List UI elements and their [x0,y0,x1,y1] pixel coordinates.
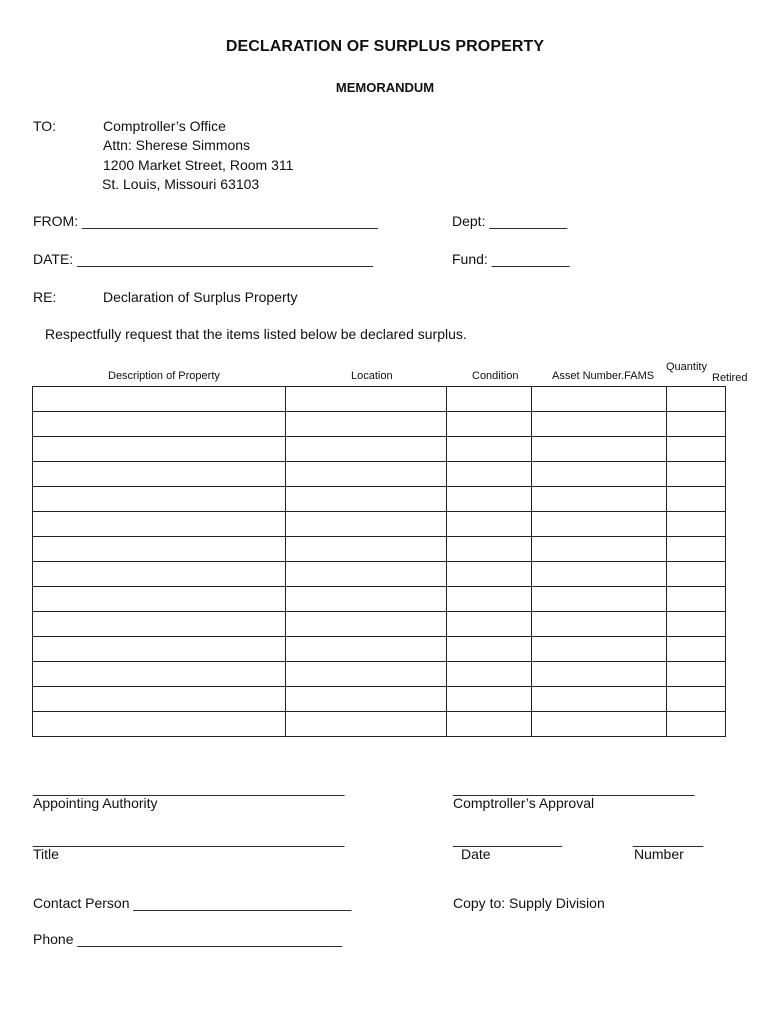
condition-cell[interactable] [447,512,532,537]
asset-number-cell[interactable] [532,487,667,512]
header-quantity: Quantity [666,361,707,373]
description-cell[interactable] [33,462,286,487]
appointing-authority-label: Appointing Authority [33,795,158,811]
location-cell[interactable] [286,562,447,587]
quantity-cell[interactable] [667,587,726,612]
fund-field[interactable]: Fund: __________ [452,251,570,267]
condition-cell[interactable] [447,462,532,487]
asset-number-cell[interactable] [532,612,667,637]
quantity-cell[interactable] [667,412,726,437]
asset-number-cell[interactable] [532,437,667,462]
dept-field[interactable]: Dept: __________ [452,213,568,229]
asset-number-cell[interactable] [532,587,667,612]
location-cell[interactable] [286,412,447,437]
quantity-cell[interactable] [667,612,726,637]
document-subtitle: MEMORANDUM [335,80,435,95]
table-row [33,437,726,462]
asset-number-cell[interactable] [532,412,667,437]
asset-number-cell[interactable] [532,562,667,587]
table-row [33,687,726,712]
location-cell[interactable] [286,537,447,562]
condition-cell[interactable] [447,437,532,462]
location-cell[interactable] [286,462,447,487]
location-cell[interactable] [286,637,447,662]
header-location: Location [351,370,393,382]
date-label: Date [461,846,491,862]
table-row [33,662,726,687]
description-cell[interactable] [33,512,286,537]
to-line-street: 1200 Market Street, Room 311 [103,157,294,173]
description-cell[interactable] [33,612,286,637]
description-cell[interactable] [33,587,286,612]
comptroller-approval-label: Comptroller’s Approval [453,795,595,811]
location-cell[interactable] [286,662,447,687]
number-label: Number [634,846,684,862]
title-label: Title [33,846,59,862]
asset-number-cell[interactable] [532,712,667,737]
asset-number-cell[interactable] [532,637,667,662]
to-line-city: St. Louis, Missouri 63103 [102,176,260,192]
table-row [33,562,726,587]
table-row [33,462,726,487]
description-cell[interactable] [33,637,286,662]
appointing-authority-line[interactable]: ________________________________________ [33,780,345,796]
condition-cell[interactable] [447,612,532,637]
condition-cell[interactable] [447,562,532,587]
asset-number-cell[interactable] [532,387,667,412]
location-cell[interactable] [286,387,447,412]
table-row [33,712,726,737]
number-line[interactable]: _________ [633,831,704,847]
title-line[interactable]: ________________________________________ [33,831,345,847]
condition-cell[interactable] [447,587,532,612]
document-title: DECLARATION OF SURPLUS PROPERTY [225,38,545,55]
condition-cell[interactable] [447,412,532,437]
asset-number-cell[interactable] [532,537,667,562]
copy-to-text: Copy to: Supply Division [453,895,605,911]
from-field[interactable]: FROM: ______________________________________ [33,213,378,229]
quantity-cell[interactable] [667,662,726,687]
description-cell[interactable] [33,662,286,687]
contact-person-field[interactable]: Contact Person ____________________________ [33,895,352,911]
condition-cell[interactable] [447,487,532,512]
to-line-office: Comptroller’s Office [103,118,226,134]
condition-cell[interactable] [447,687,532,712]
phone-field[interactable]: Phone __________________________________ [33,931,343,947]
header-retired: Retired [712,372,748,384]
table-row [33,612,726,637]
location-cell[interactable] [286,487,447,512]
description-cell[interactable] [33,437,286,462]
header-condition: Condition [472,370,519,382]
table-row [33,537,726,562]
condition-cell[interactable] [447,712,532,737]
quantity-cell[interactable] [667,537,726,562]
asset-number-cell[interactable] [532,662,667,687]
quantity-cell[interactable] [667,687,726,712]
quantity-cell[interactable] [667,437,726,462]
description-cell[interactable] [33,387,286,412]
asset-number-cell[interactable] [532,687,667,712]
description-cell[interactable] [33,562,286,587]
location-cell[interactable] [286,587,447,612]
asset-number-cell[interactable] [532,462,667,487]
date-field[interactable]: DATE: ______________________________________ [33,251,373,267]
asset-number-cell[interactable] [532,512,667,537]
header-description: Description of Property [108,370,220,382]
table-row [33,512,726,537]
location-cell[interactable] [286,612,447,637]
quantity-cell[interactable] [667,462,726,487]
to-label: TO: [33,118,57,134]
description-cell[interactable] [33,412,286,437]
comptroller-approval-line[interactable]: _______________________________ [453,780,695,796]
quantity-cell[interactable] [667,387,726,412]
quantity-cell[interactable] [667,637,726,662]
description-cell[interactable] [33,487,286,512]
re-label: RE: [33,289,57,305]
location-cell[interactable] [286,687,447,712]
description-cell[interactable] [33,537,286,562]
description-cell[interactable] [33,687,286,712]
request-text: Respectfully request that the items listed below be declared surplus. [45,326,467,342]
items-table-body [33,387,726,737]
to-line-attn: Attn: Sherese Simmons [103,137,251,153]
condition-cell[interactable] [447,537,532,562]
table-row [33,587,726,612]
table-row [33,387,726,412]
description-cell[interactable] [33,712,286,737]
location-cell[interactable] [286,512,447,537]
date-line[interactable]: ______________ [453,831,563,847]
quantity-cell[interactable] [667,512,726,537]
quantity-cell[interactable] [667,562,726,587]
re-value: Declaration of Surplus Property [103,289,298,305]
condition-cell[interactable] [447,637,532,662]
header-asset-number: Asset Number.FAMS [552,370,655,382]
table-row [33,487,726,512]
condition-cell[interactable] [447,387,532,412]
items-table [32,386,726,737]
quantity-cell[interactable] [667,487,726,512]
quantity-cell[interactable] [667,712,726,737]
location-cell[interactable] [286,437,447,462]
table-row [33,637,726,662]
location-cell[interactable] [286,712,447,737]
condition-cell[interactable] [447,662,532,687]
table-row [33,412,726,437]
